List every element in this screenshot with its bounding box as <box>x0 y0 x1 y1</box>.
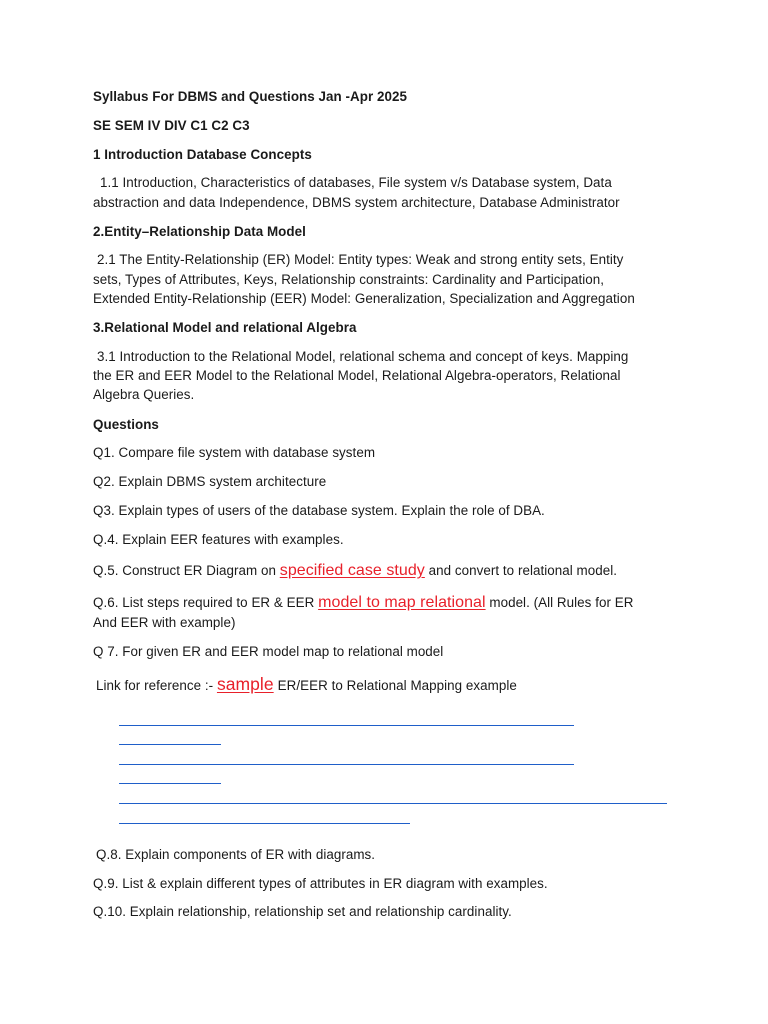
reference-link-2-line-1[interactable] <box>119 764 574 765</box>
question-9: Q.9. List & explain different types of attributes in ER diagram with examples. <box>93 876 548 891</box>
question-5-text-before: Q.5. Construct ER Diagram on <box>93 563 280 578</box>
question-1: Q1. Compare file system with database system <box>93 445 376 460</box>
section-2-heading: 2.Entity–Relationship Data Model <box>93 224 306 239</box>
reference-text-before: Link for reference :- <box>96 678 217 693</box>
section-1-body-line-2: abstraction and data Independence, DBMS system architecture, Database Administrator <box>93 195 620 210</box>
question-5-text-after: and convert to relational model. <box>424 563 618 578</box>
question-5 <box>93 561 617 581</box>
section-2-body-line-2: sets, Types of Attributes, Keys, Relationship constraints: Cardinality and Participation, <box>93 272 605 287</box>
class-line: SE SEM IV DIV C1 C2 C3 <box>93 118 250 133</box>
question-7: Q 7. For given ER and EER model map to relational model <box>93 644 444 659</box>
reference-line <box>96 675 517 696</box>
question-3: Q3. Explain types of users of the database system. Explain the role of DBA. <box>93 503 545 518</box>
question-6-line-2: And EER with example) <box>93 615 236 630</box>
section-1-heading: 1 Introduction Database Concepts <box>93 147 312 162</box>
question-5-highlight: specified case study <box>279 562 425 579</box>
question-6-text-after: model. (All Rules for ER <box>485 595 634 610</box>
reference-link-2-line-2[interactable] <box>119 783 221 784</box>
question-6-highlight: model to map relational <box>318 594 486 611</box>
questions-heading: Questions <box>93 417 159 432</box>
reference-link-1-line-2[interactable] <box>119 744 221 745</box>
reference-link-1-line-1[interactable] <box>119 725 574 726</box>
section-3-body-line-1: 3.1 Introduction to the Relational Model, relational schema and concept of keys. Mapping <box>97 349 629 364</box>
question-10: Q.10. Explain relationship, relationship set and relationship cardinality. <box>93 904 512 919</box>
question-2: Q2. Explain DBMS system architecture <box>93 474 327 489</box>
question-6-text-before: Q.6. List steps required to ER & EER <box>93 595 319 610</box>
question-4: Q.4. Explain EER features with examples. <box>93 532 344 547</box>
section-2-body-line-3: Extended Entity-Relationship (EER) Model: Generalization, Specialization and Aggregation <box>93 291 635 306</box>
reference-link-3-line-1[interactable] <box>119 803 667 804</box>
question-8: Q.8. Explain components of ER with diagrams. <box>96 847 376 862</box>
reference-highlight: sample <box>216 674 274 694</box>
section-1-body-line-1: 1.1 Introduction, Characteristics of databases, File system v/s Database system, Data <box>100 175 612 190</box>
reference-text-after: ER/EER to Relational Mapping example <box>277 678 517 693</box>
reference-link-3-line-2[interactable] <box>119 823 410 824</box>
section-3-body-line-3: Algebra Queries. <box>93 387 195 402</box>
question-6 <box>93 593 633 613</box>
section-3-body-line-2: the ER and EER Model to the Relational Model, Relational Algebra-operators, Relational <box>93 368 621 383</box>
document-title: Syllabus For DBMS and Questions Jan -Apr 2025 <box>93 89 408 104</box>
section-2-body-line-1: 2.1 The Entity-Relationship (ER) Model: Entity types: Weak and strong entity sets, Entity <box>97 252 624 267</box>
section-3-heading: 3.Relational Model and relational Algebra <box>93 320 357 335</box>
